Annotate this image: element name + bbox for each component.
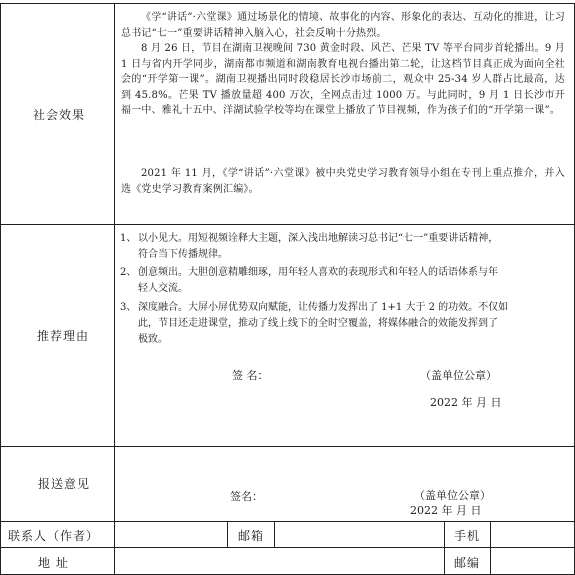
contact-author-label: 联系人（作者） [8, 529, 100, 543]
social-effect-paragraph: 2021 年 11 月，《学“讲话”·六堂课》被中央党史学习教育领导小组在专刊上重点推介，并入选《党史学习教育案例汇编》。 [121, 168, 565, 195]
postcode-label: 邮编 [454, 556, 481, 570]
item-number: 2、 [120, 267, 137, 278]
row-divider [0, 547, 575, 548]
column-divider [490, 521, 491, 575]
column-divider [444, 521, 445, 575]
sign-date: 2022 年 月 日 [430, 396, 502, 409]
recommendation-item [120, 300, 570, 348]
social-effect-paragraph: 8 月 26 日，节目在湖南卫视晚间 730 黄金时段、风芒、芒果 TV 等平台同步首轮播出。9 月 1 日与省内开学同步，湖南都市频道和湖南教育电视台播出第二轮，让这档节目真正成为面向全社会的“开学第一课”。湖南卫视播出同时段稳居长沙市场前二，观众中 25-34 岁人群占比最高，达到 45.8%。芒果 TV 播放量超 400 万次，全网点击过 1000 万。与此同时，9 月 1 日长沙市开福一中、雅礼十五中、洋湖试验学校等均在课堂上播放了节目视频，作为孩子们的“开学第一课”。 [121, 43, 565, 116]
table-top-border [0, 3, 575, 4]
column-divider [227, 521, 228, 547]
official-seal-label: （盖单位公章） [414, 489, 491, 502]
social-effect-paragraph: 《学“讲话”·六堂课》通过场景化的情境、故事化的内容、形象化的表达、互动化的推进，让习总书记“七一”重要讲话精神入脑入心，社会反响十分热烈。 [121, 12, 565, 39]
row-divider [0, 446, 575, 447]
item-text-line: 以小见大。用短视频诠释大主题，深入浅出地解读习总书记“七一”重要讲话精神， [138, 233, 499, 244]
social-effect-label: 社会效果 [33, 108, 86, 122]
recommendation-label: 推荐理由 [37, 329, 90, 343]
signature-label: 签 名： [232, 369, 269, 382]
item-text-line: 此，节目还走进课堂，推动了线上线下的全时空覆盖，将媒体融合的效能发挥到了 [138, 318, 498, 329]
item-number: 1、 [120, 233, 137, 244]
signature-label: 签名： [230, 490, 263, 503]
row-divider [0, 224, 575, 225]
row-divider [0, 521, 575, 522]
item-text-line: 轻人交流。 [138, 283, 188, 294]
official-seal-label: （盖单位公章） [420, 369, 497, 382]
sign-date: 2022 年 月 日 [410, 504, 482, 517]
item-text-line: 深度融合。大屏小屏优势双向赋能，让传播力发挥出了 1+1 大于 2 的功效。不仅如 [138, 302, 509, 313]
label-column-divider [114, 3, 115, 575]
phone-label: 手机 [454, 529, 481, 543]
address-label: 地 址 [38, 556, 69, 570]
table-left-border [0, 3, 1, 575]
recommendation-item [120, 265, 570, 297]
column-divider [274, 521, 275, 547]
item-number: 3、 [120, 302, 137, 313]
item-text-line: 极致。 [138, 334, 168, 345]
email-label: 邮箱 [238, 529, 265, 543]
recommendation-item [120, 231, 570, 263]
item-text-line: 符合当下传播规律。 [138, 249, 228, 260]
submit-opinion-label: 报送意见 [38, 477, 91, 491]
item-text-line: 创意频出。大胆创意精雕细琢，用年轻人喜欢的表现形式和年轻人的话语体系与年 [138, 267, 498, 278]
